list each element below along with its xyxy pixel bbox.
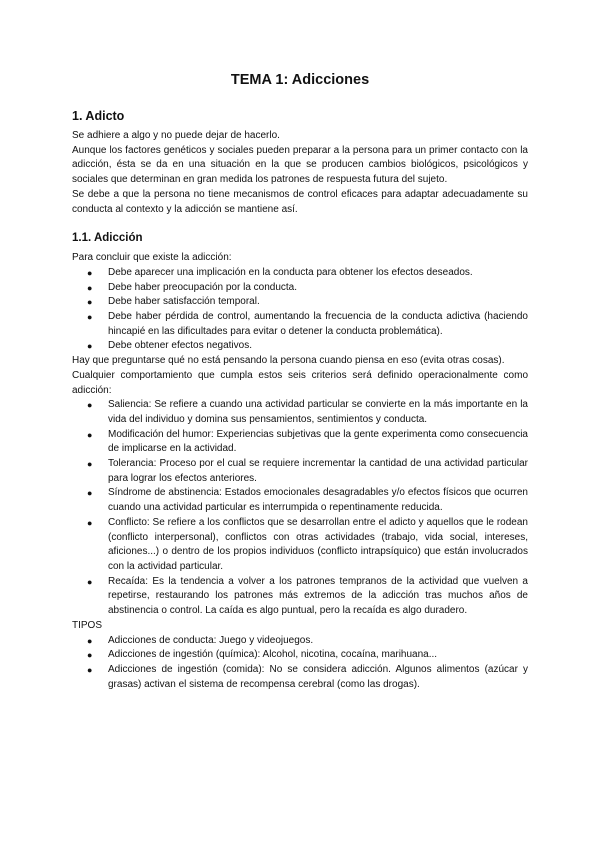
list-item: ● Debe haber preocupación por la conducta. <box>72 281 528 296</box>
paragraph: Hay que preguntarse qué no está pensando la persona cuando piensa en eso (evita otras cosas). <box>72 355 505 367</box>
list-item: ● Debe aparecer una implicación en la conducta para obtener los efectos deseados. <box>72 266 528 281</box>
tipos-list <box>72 634 528 693</box>
list-item: ● Adicciones de conducta: Juego y videojuegos. <box>72 634 528 649</box>
paragraph: Cualquier comportamiento que cumpla estos seis criterios será definido operacionalmente como adicción: <box>72 369 528 396</box>
bullet-icon: ● <box>87 267 93 278</box>
bullet-icon: ● <box>87 635 93 646</box>
list-item: ● Debe haber satisfacción temporal. <box>72 295 528 310</box>
paragraph: Se debe a que la persona no tiene mecanismos de control eficaces para adaptar adecuadamente su conducta al contexto y la adicción se mantiene así. <box>72 188 528 215</box>
bullet-icon: ● <box>87 282 93 293</box>
list-item: ● Adicciones de ingestión (comida): No se considera adicción. Algunos alimentos (azúcar y grasas) activan el sistema de recompensa cerebral (como las drogas). <box>87 663 528 690</box>
document-page <box>72 70 528 692</box>
bullet-icon: ● <box>87 488 93 499</box>
bullet-icon: ● <box>87 650 93 661</box>
conditions-list <box>72 266 528 354</box>
bullet-icon: ● <box>87 341 93 352</box>
bullet-icon: ● <box>87 664 93 675</box>
bullet-icon: ● <box>87 312 93 323</box>
list-item: ● Adicciones de ingestión (química): Alcohol, nicotina, cocaína, marihuana... <box>72 648 528 663</box>
paragraph: Aunque los factores genéticos y sociales pueden preparar a la persona para un primer contacto con la adicción, ésta se da en una situación en la que se producen cambios biológicos, psicológicos y sociales que determinan en gran medida los patrones de respuesta futura del sujeto. <box>72 144 528 186</box>
bullet-icon: ● <box>87 429 93 440</box>
paragraph: Se adhiere a algo y no puede dejar de hacerlo. <box>72 130 280 141</box>
bullet-icon: ● <box>87 517 93 528</box>
list-item: ● Síndrome de abstinencia: Estados emocionales desagradables y/o efectos físicos que ocurren cuando una actividad particular es interrumpida o repentinamente reducida. <box>87 487 528 514</box>
list-item: ● Saliencia: Se refiere a cuando una actividad particular se convierte en la más importante en la vida del individuo y domina sus pensamientos, sentimientos y conducta. <box>87 399 528 425</box>
list-item: ● Debe obtener efectos negativos. <box>72 339 528 354</box>
bullet-icon: ● <box>87 459 93 470</box>
section-heading-adiccion: 1.1. Adicción <box>72 232 143 245</box>
section-heading-adicto: 1. Adicto <box>72 109 125 123</box>
tipos-label: TIPOS <box>72 619 103 631</box>
document-title: TEMA 1: Adicciones <box>230 72 370 88</box>
list-item: ● Tolerancia: Proceso por el cual se requiere incrementar la cantidad de una actividad particular para lograr los efectos anteriores. <box>87 458 528 484</box>
list-item: ● Modificación del humor: Experiencias subjetivas que la gente experimenta como consecuencia de implicarse en la actividad. <box>87 428 528 455</box>
bullet-icon: ● <box>87 297 93 308</box>
paragraph: Para concluir que existe la adicción: <box>72 252 232 264</box>
criteria-list <box>72 398 528 619</box>
bullet-icon: ● <box>87 576 93 587</box>
list-item: ● Recaída: Es la tendencia a volver a los patrones tempranos de la actividad que vuelven a repetirse, restaurando los patrones más extremos de la adicción tras muchos años de abstinencia o control. La caída es algo puntual, pero la recaída es algo duradero. <box>87 575 528 617</box>
list-item: ● Conflicto: Se refiere a los conflictos que se desarrollan entre el adicto y aquellos que le rodean (conflicto interpersonal), conflictos con otras actividades (trabajo, vida social, intereses, aficiones...) o dentro de los propios individuos (conflicto intrapsíquico) que están involucrados con la actividad particular. <box>87 516 528 572</box>
bullet-icon: ● <box>87 400 93 411</box>
list-item: ● Debe haber pérdida de control, aumentando la frecuencia de la conducta adictiva (haciendo hincapié en las dificultades para evitar o detener la conducta problemática). <box>87 311 528 337</box>
